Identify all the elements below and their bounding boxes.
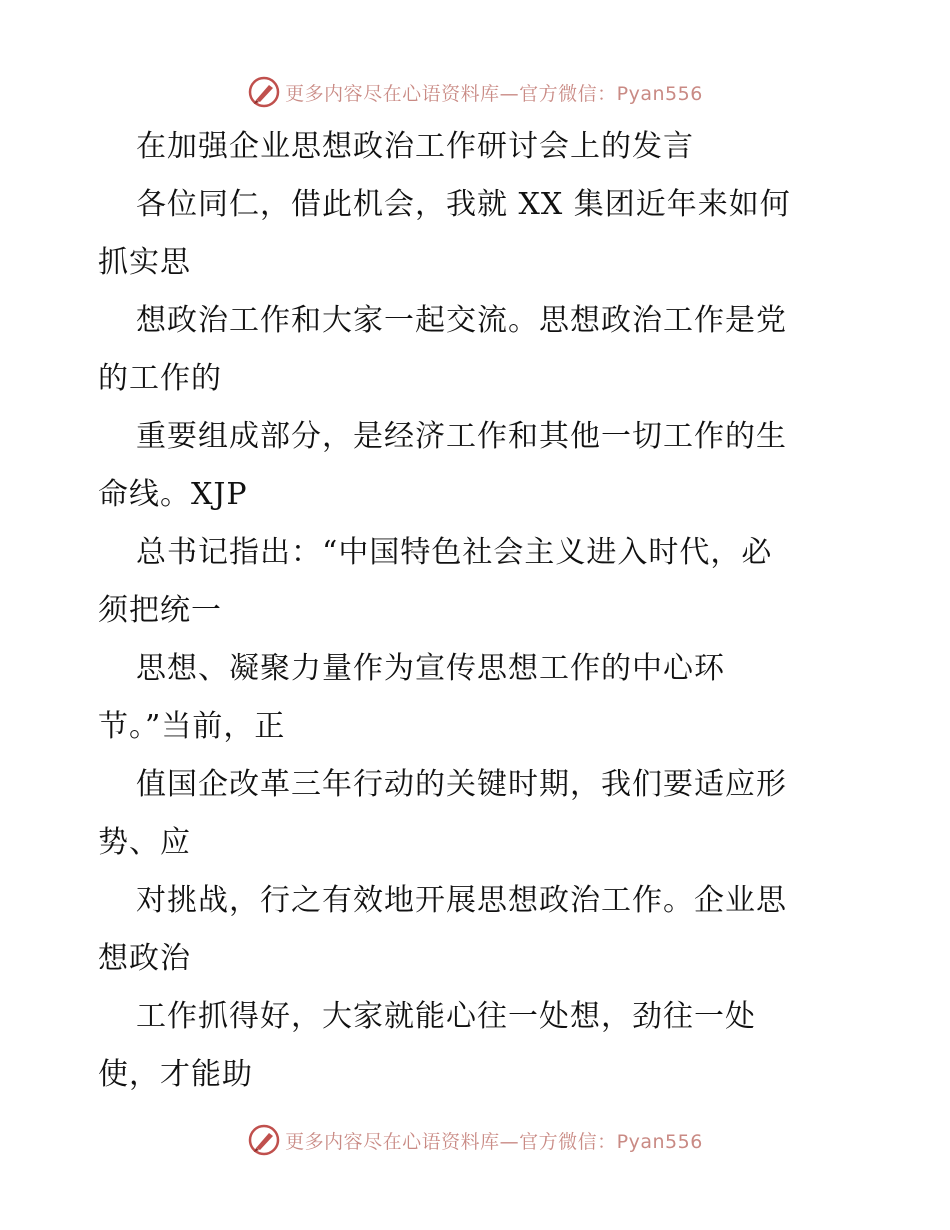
paragraph-line: 命线。XJP bbox=[98, 477, 248, 512]
paragraph-line: 对挑战，行之有效地开展思想政治工作。企业思 bbox=[136, 883, 787, 918]
footer-watermark-text: 更多内容尽在心语资料库—官方微信：Pyan556 bbox=[285, 1130, 703, 1153]
pen-logo-icon bbox=[247, 75, 281, 109]
paragraph-line: 各位同仁，借此机会，我就 XX 集团近年来如何 bbox=[136, 187, 791, 222]
pen-logo-icon bbox=[247, 1123, 281, 1157]
paragraph-line: 抓实思 bbox=[98, 245, 191, 280]
paragraph-line: 重要组成部分，是经济工作和其他一切工作的生 bbox=[136, 419, 787, 454]
paragraph-line: 势、应 bbox=[98, 825, 191, 860]
paragraph-line: 节。”当前，正 bbox=[98, 709, 286, 744]
document-body bbox=[98, 118, 858, 1104]
paragraph-line: 的工作的 bbox=[98, 361, 222, 396]
paragraph-line: 值国企改革三年行动的关键时期，我们要适应形 bbox=[136, 767, 787, 802]
header-watermark-text: 更多内容尽在心语资料库—官方微信：Pyan556 bbox=[285, 82, 703, 105]
paragraph-line: 思想、凝聚力量作为宣传思想工作的中心环 bbox=[136, 651, 725, 686]
paragraph-line: 总书记指出：“中国特色社会主义进入时代，必 bbox=[136, 535, 773, 570]
header-watermark-banner bbox=[0, 72, 950, 112]
paragraph-line: 使，才能助 bbox=[98, 1057, 253, 1092]
footer-watermark-banner bbox=[0, 1120, 950, 1160]
doc-title: 在加强企业思想政治工作研讨会上的发言 bbox=[136, 129, 694, 164]
paragraph-line: 工作抓得好，大家就能心往一处想，劲往一处 bbox=[136, 999, 756, 1034]
paragraph-line: 想政治工作和大家一起交流。思想政治工作是党 bbox=[136, 303, 787, 338]
paragraph-line: 须把统一 bbox=[98, 593, 222, 628]
paragraph-line: 想政治 bbox=[98, 941, 191, 976]
